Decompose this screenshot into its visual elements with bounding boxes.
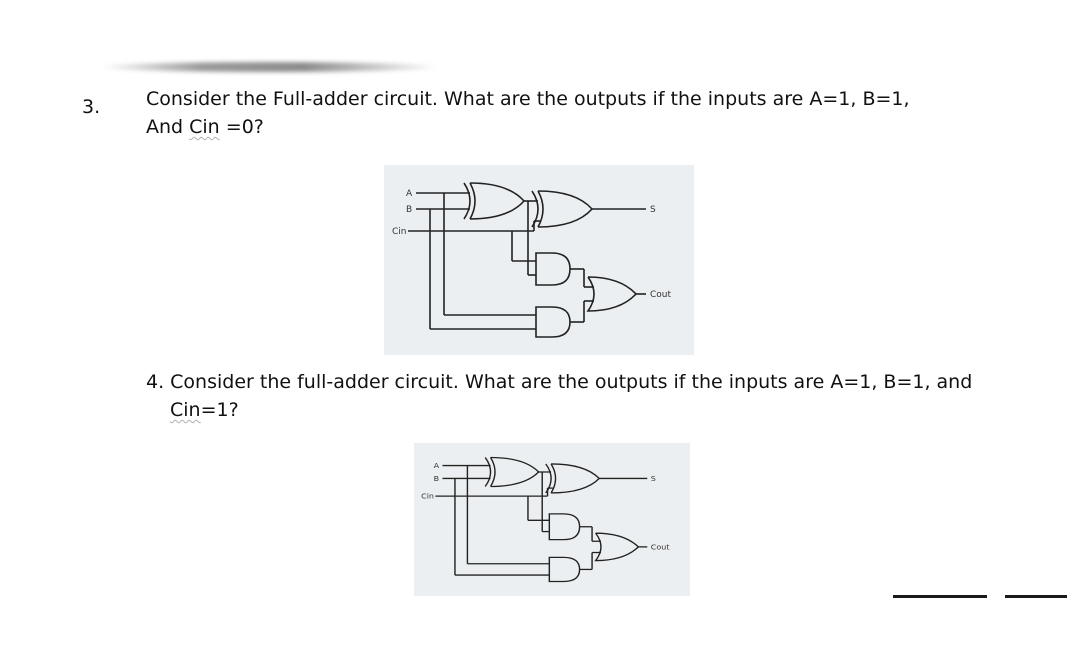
circuit-2-input-a-label: A <box>433 461 440 470</box>
question-3-text <box>146 85 1046 141</box>
question-3-line2-prefix: And <box>146 116 190 138</box>
question-3-line2-suffix: =0? <box>219 116 264 138</box>
circuit-1-sum-label: S <box>650 205 656 215</box>
circuit-1-input-b-label: B <box>406 205 413 215</box>
circuit-2-cout-label: Cout <box>650 542 670 552</box>
circuit-1-input-a-label: A <box>406 189 413 199</box>
full-adder-circuit-diagram-2 <box>414 443 690 596</box>
question-4-line2 <box>146 396 1066 424</box>
question-3-line1: Consider the Full-adder circuit. What are the outputs if the inputs are A=1, B=1, <box>146 88 910 110</box>
top-shadow-line <box>100 62 440 72</box>
circuit-1-input-cin-label: Cin <box>392 227 407 237</box>
circuit-2-input-b-label: B <box>433 474 440 483</box>
question-4-line1: 4. Consider the full-adder circuit. What are the outputs if the inputs are A=1, B=1, and <box>146 371 973 393</box>
circuit-1-cout-label: Cout <box>650 290 672 300</box>
full-adder-circuit-svg-2 <box>414 443 690 596</box>
circuit-2-sum-label: S <box>650 474 656 483</box>
question-4-cin-word: Cin <box>170 399 201 421</box>
question-3-number: 3. <box>82 96 101 118</box>
question-4-line2-suffix: =1? <box>200 399 239 421</box>
answer-blank-1 <box>893 595 987 598</box>
question-4-text <box>146 368 1066 424</box>
answer-blank-2 <box>1005 595 1067 598</box>
question-3-cin-word: Cin <box>189 116 220 138</box>
full-adder-circuit-diagram-1 <box>384 165 694 355</box>
circuit-2-input-cin-label: Cin <box>421 491 435 501</box>
full-adder-circuit-svg-1 <box>384 165 694 355</box>
question-3-line2 <box>146 113 1046 141</box>
